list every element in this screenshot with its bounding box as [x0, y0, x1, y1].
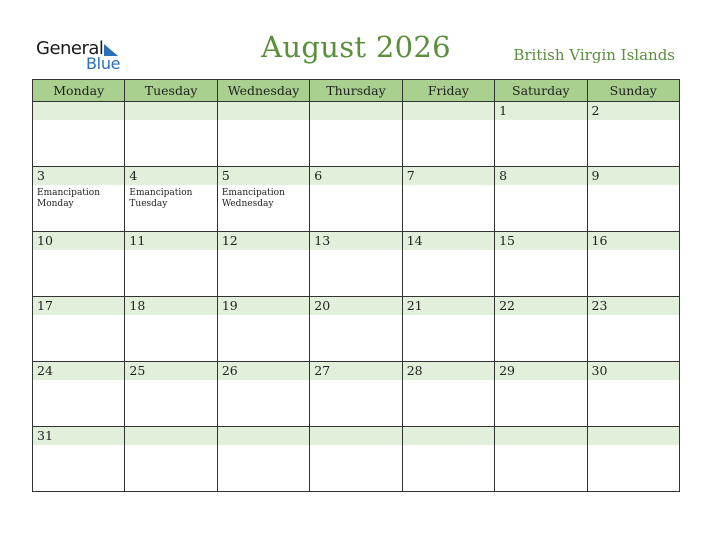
day-cell [125, 427, 217, 492]
weekday-header: Monday [33, 80, 125, 102]
holiday-label [125, 120, 216, 123]
day-number [588, 427, 679, 445]
holiday-label [310, 380, 401, 383]
day-number: 14 [403, 232, 494, 250]
holiday-label [33, 120, 124, 123]
day-cell [402, 167, 494, 232]
day-cell [33, 102, 125, 167]
day-number [495, 427, 586, 445]
day-cell [217, 102, 309, 167]
day-cell [125, 297, 217, 362]
day-cell [33, 427, 125, 492]
day-cell [310, 297, 402, 362]
week-row [33, 427, 680, 492]
day-number: 5 [218, 167, 309, 185]
day-number: 17 [33, 297, 124, 315]
day-cell [495, 297, 587, 362]
day-cell [33, 167, 125, 232]
week-row [33, 102, 680, 167]
holiday-label [403, 380, 494, 383]
day-cell [402, 102, 494, 167]
day-number: 27 [310, 362, 401, 380]
day-number: 29 [495, 362, 586, 380]
calendar-grid [32, 79, 680, 492]
holiday-label [33, 380, 124, 383]
day-number [125, 427, 216, 445]
day-number: 6 [310, 167, 401, 185]
day-number: 11 [125, 232, 216, 250]
day-cell [587, 362, 679, 427]
holiday-label [125, 250, 216, 253]
holiday-label: Emancipation Tuesday [129, 188, 193, 209]
day-cell [217, 362, 309, 427]
holiday-label [403, 185, 494, 188]
day-cell [587, 297, 679, 362]
day-number [310, 102, 401, 120]
holiday-label [218, 250, 309, 253]
holiday-label [218, 120, 309, 123]
day-number: 2 [588, 102, 679, 120]
day-number [218, 427, 309, 445]
weekday-header: Tuesday [125, 80, 217, 102]
logo-general-text: General [36, 38, 104, 59]
day-number: 13 [310, 232, 401, 250]
day-number [310, 427, 401, 445]
day-cell [33, 362, 125, 427]
day-cell [217, 427, 309, 492]
holiday-label [218, 445, 309, 448]
holiday-label: Emancipation Monday [37, 188, 101, 209]
holiday-label [495, 185, 586, 188]
day-number: 10 [33, 232, 124, 250]
weekday-header-row [33, 80, 680, 102]
week-row [33, 362, 680, 427]
day-number [403, 427, 494, 445]
week-row [33, 297, 680, 362]
holiday-label [125, 315, 216, 318]
day-number: 31 [33, 427, 124, 445]
holiday-label [495, 250, 586, 253]
holiday-label: Emancipation Wednesday [221, 188, 285, 209]
day-cell [310, 102, 402, 167]
day-number: 9 [588, 167, 679, 185]
holiday-label [495, 445, 586, 448]
day-cell [402, 297, 494, 362]
holiday-label [310, 185, 401, 188]
day-number: 28 [403, 362, 494, 380]
day-cell [402, 427, 494, 492]
day-cell [587, 102, 679, 167]
week-row [33, 167, 680, 232]
day-number [33, 102, 124, 120]
day-number [403, 102, 494, 120]
day-number: 1 [495, 102, 586, 120]
day-number: 4 [125, 167, 216, 185]
holiday-label [588, 445, 679, 448]
day-cell [310, 232, 402, 297]
day-cell [402, 232, 494, 297]
holiday-label [310, 250, 401, 253]
day-number: 24 [33, 362, 124, 380]
day-cell [402, 362, 494, 427]
day-number: 12 [218, 232, 309, 250]
day-number [218, 102, 309, 120]
holiday-label [310, 315, 401, 318]
weekday-header: Friday [402, 80, 494, 102]
page-title: August 2026 [261, 30, 451, 64]
holiday-label [588, 250, 679, 253]
day-cell [217, 167, 309, 232]
holiday-label [403, 445, 494, 448]
day-cell [33, 297, 125, 362]
day-number: 3 [33, 167, 124, 185]
day-cell [310, 167, 402, 232]
holiday-label [495, 315, 586, 318]
day-number: 25 [125, 362, 216, 380]
logo-blue-text: Blue [86, 54, 121, 73]
day-number: 30 [588, 362, 679, 380]
day-number: 16 [588, 232, 679, 250]
holiday-label [218, 315, 309, 318]
holiday-label [403, 315, 494, 318]
day-number: 20 [310, 297, 401, 315]
holiday-label [495, 380, 586, 383]
holiday-label [310, 445, 401, 448]
day-cell [125, 232, 217, 297]
day-cell [310, 427, 402, 492]
holiday-label [125, 445, 216, 448]
day-number: 26 [218, 362, 309, 380]
holiday-label [33, 250, 124, 253]
holiday-label [33, 315, 124, 318]
holiday-label [125, 380, 216, 383]
day-cell [310, 362, 402, 427]
day-number: 23 [588, 297, 679, 315]
day-cell [125, 167, 217, 232]
day-cell [587, 427, 679, 492]
day-cell [33, 232, 125, 297]
weekday-header: Thursday [310, 80, 402, 102]
holiday-label [218, 380, 309, 383]
day-cell [125, 362, 217, 427]
holiday-label [495, 120, 586, 123]
day-number: 8 [495, 167, 586, 185]
holiday-label [588, 380, 679, 383]
day-cell [587, 167, 679, 232]
day-cell [587, 232, 679, 297]
day-cell [125, 102, 217, 167]
holiday-label [310, 120, 401, 123]
day-number: 22 [495, 297, 586, 315]
day-number: 15 [495, 232, 586, 250]
weekday-header: Sunday [587, 80, 679, 102]
weekday-header: Wednesday [217, 80, 309, 102]
holiday-label [588, 315, 679, 318]
day-number: 7 [403, 167, 494, 185]
day-cell [495, 362, 587, 427]
day-cell [495, 102, 587, 167]
holiday-label [33, 445, 124, 448]
day-cell [495, 427, 587, 492]
day-number [125, 102, 216, 120]
country-label: British Virgin Islands [513, 46, 675, 64]
day-number: 21 [403, 297, 494, 315]
day-cell [217, 297, 309, 362]
holiday-label [588, 185, 679, 188]
week-row [33, 232, 680, 297]
weekday-header: Saturday [495, 80, 587, 102]
day-cell [217, 232, 309, 297]
day-number: 18 [125, 297, 216, 315]
holiday-label [588, 120, 679, 123]
day-cell [495, 232, 587, 297]
day-cell [495, 167, 587, 232]
day-number: 19 [218, 297, 309, 315]
holiday-label [403, 120, 494, 123]
holiday-label [403, 250, 494, 253]
